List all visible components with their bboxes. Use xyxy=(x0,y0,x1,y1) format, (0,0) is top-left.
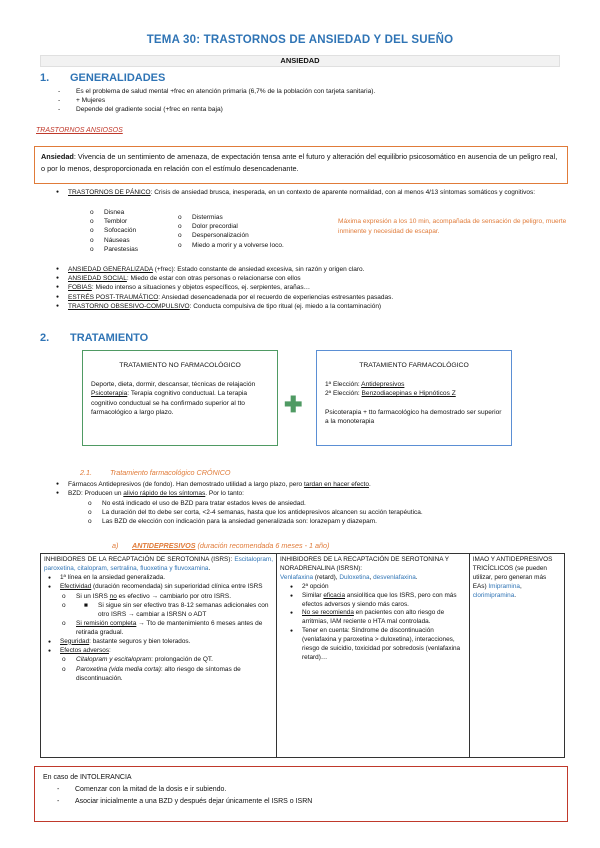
disorder-item xyxy=(52,302,572,311)
cronico-list xyxy=(52,480,572,498)
first-choice-label: 1ª Elección: xyxy=(325,381,362,389)
symptom: o Dolor precordial xyxy=(170,222,320,231)
antidep-label: ANTIDEPRESIVOS xyxy=(132,541,196,550)
symptom: o Disnea xyxy=(82,208,182,217)
intolerance-list xyxy=(43,784,559,808)
text: : xyxy=(109,646,111,654)
disorder-desc: : Ansiedad desencadenada por el recuerdo de experiencias estresantes pasadas. xyxy=(158,293,394,301)
panic-note: Máxima expresión a los 10 min, acompañada de sensación de peligro, muerte inminente y necesidad de escapar. xyxy=(338,218,567,235)
text: en pacientes con alto riesgo de arritmias, IAM reciente o HTA mal controlada. xyxy=(302,609,445,626)
pharma-second-choice xyxy=(325,389,503,398)
text: , xyxy=(369,573,374,581)
disorder-item xyxy=(52,293,572,302)
text: (duración recomendada) sin superioridad clínica entre ISRS xyxy=(91,582,263,590)
isrs-item xyxy=(44,583,273,592)
isrs-head: INHIBIDORES DE LA RECAPTACIÓN DE SEROTONINA (ISRS): Escitalopram, paroxetina, citalopram, sertralina, fluoxetina y fluvoxamina. xyxy=(44,556,274,572)
text: (se pueden utilizar, pero generan más EAs) xyxy=(472,564,547,590)
disorder-name: ANSIEDAD SOCIAL xyxy=(68,275,127,283)
antidep-duration: (duración recomendada 6 meses - 1 año) xyxy=(195,541,330,550)
text: alivio rápido de los síntomas xyxy=(123,490,206,498)
isrsn-item xyxy=(286,592,466,610)
non-pharma-line1: Deporte, dieta, dormir, descansar, técnicas de relajación xyxy=(91,381,256,389)
isrs-sub-item xyxy=(54,619,273,637)
subsection-title: Tratamiento farmacológico CRÓNICO xyxy=(110,468,231,477)
text: . xyxy=(368,481,371,488)
isrs-sublist xyxy=(44,592,273,638)
bzd-item: o Las BZD de elección con indicación para la ansiedad generalizada son: lorazepam y diazepam. xyxy=(80,517,570,526)
square-bullet-icon: o ■ xyxy=(84,601,88,609)
text: (retard), xyxy=(313,573,340,581)
psico-text: : Terapia cognitivo conductual. La terapia cognitivo conductual se ha confirmado superior al tto farmacológico a largo plazo. xyxy=(91,390,248,416)
text: es efectivo → cambiarlo por otro ISRS. xyxy=(116,592,231,600)
symptom: o Miedo a morir y a volverse loco. xyxy=(170,241,320,250)
text: Efectos adversos xyxy=(60,646,110,654)
disorder-item xyxy=(52,283,572,292)
other-disorders xyxy=(52,265,572,311)
non-pharma-title: TRATAMIENTO NO FARMACOLÓGICO xyxy=(119,362,241,369)
pharma-box xyxy=(316,350,512,446)
bzd-sublist xyxy=(80,499,570,527)
symptom: o Náuseas xyxy=(82,236,182,245)
intolerance-item: - Asociar inicialmente a una BZD y después dejar únicamente el ISRS o ISRN xyxy=(57,796,559,808)
antidepressant-table xyxy=(40,553,565,758)
symptom: o Parestesias xyxy=(82,245,182,254)
cronico-item xyxy=(52,489,572,498)
isrsn-item: ● Tener en cuenta: Síndrome de discontinuación (venlafaxina y paroxetina > duloxetina), interacciones, riesgo de suicidio, toxicidad por sobredosis (venlafaxina retard)… xyxy=(286,627,466,663)
disorder-desc: : Conducta compulsiva de tipo ritual (ej. miedo a la contaminación) xyxy=(189,302,382,310)
text: : alto riesgo de síntomas de discontinuación. xyxy=(76,665,241,682)
isrs-item: ● 1ª línea en la ansiedad generalizada. xyxy=(44,574,273,583)
text: : bastante seguros y bien tolerados. xyxy=(89,637,191,645)
isrs-adverse-list xyxy=(44,655,273,683)
text: No se recomienda xyxy=(302,609,354,617)
symptom: o Sofocación xyxy=(82,226,182,235)
text: clorimipramina xyxy=(472,591,515,599)
text: : prolongación de QT. xyxy=(151,656,213,664)
text: . Por lo tanto: xyxy=(205,490,244,498)
text: eficacia xyxy=(323,591,345,599)
antidep-letter: a) xyxy=(112,541,119,550)
text: Si remisión completa xyxy=(76,620,137,628)
panic-desc: : Crisis de ansiedad brusca, inesperada, en un contexto de aparente normalidad, con al menos 4/13 síntomas somáticos y cognitivos: xyxy=(150,189,536,196)
panic-item xyxy=(52,188,572,197)
intolerance-box xyxy=(34,766,568,822)
text: Fármacos Antidepresivos (de fondo). Han demostrado utilidad a largo plazo, pero xyxy=(68,481,304,488)
isrsn-item: ● 2ª opción xyxy=(286,583,466,592)
psico-label: Psicoterapia xyxy=(91,390,128,398)
isrsn-item xyxy=(286,609,466,627)
text: INHIBIDORES DE LA RECAPTACIÓN DE SEROTONINA (ISRS): xyxy=(44,556,233,563)
text: Venlafaxina xyxy=(280,573,314,581)
text: Similar xyxy=(302,591,324,599)
text: Si un ISRS xyxy=(76,592,110,600)
panic-block xyxy=(52,188,572,197)
text: no xyxy=(109,592,117,600)
panic-symptoms-col1 xyxy=(82,208,182,254)
subsection-2-1-heading xyxy=(80,468,231,477)
second-choice-label: 2ª Elección: xyxy=(325,390,362,398)
first-choice-value: Antidepresivos xyxy=(361,381,405,389)
text: . xyxy=(415,573,418,581)
second-choice-value: Benzodiacepinas e Hipnóticos Z xyxy=(361,390,456,398)
disorder-desc: : Miedo intenso a situaciones y objetos específicos, ej. serpientes, arañas… xyxy=(91,284,311,292)
imao-head: IMAO Y ANTIDEPRESIVOS TRICÍCLICOS xyxy=(472,556,553,572)
text: desvenlafaxina xyxy=(373,573,416,581)
bzd-item: o La duración del tto debe ser corta, <2-4 semanas, hasta que los antidepresivos alcancen su acción terapéutica. xyxy=(80,508,570,517)
table-row xyxy=(41,554,565,758)
text: ansiolítica que los ISRS, pero con más efectos adversos y siendo más caros. xyxy=(302,591,457,608)
section-banner: ANSIEDAD xyxy=(40,55,560,67)
section-1-heading xyxy=(40,72,165,84)
text: . xyxy=(514,591,517,599)
cronico-item xyxy=(52,480,572,489)
intolerance-item: - Comenzar con la mitad de la dosis e ir subiendo. xyxy=(57,784,559,796)
adverse-item xyxy=(54,655,273,664)
section-1-number: 1. xyxy=(40,72,50,84)
text: Paroxetina (vida media corta) xyxy=(76,665,161,673)
isrs-sub-sub-item xyxy=(54,601,273,619)
section-2-title: TRATAMIENTO xyxy=(70,332,149,344)
isrs-drugs: Escitalopram, paroxetina, citalopram, sertralina, fluoxetina y fluvoxamina xyxy=(44,556,274,572)
subsection-number: 2.1. xyxy=(80,468,92,477)
non-pharma-box xyxy=(82,350,278,446)
pharma-psico: Psicoterapia + tto farmacológico ha demostrado ser superior a la monoterapia xyxy=(325,408,502,425)
isrs-cell xyxy=(41,554,277,758)
text: , xyxy=(519,582,522,590)
generalidades-list xyxy=(58,87,558,114)
isrs-item xyxy=(44,638,273,647)
symptom: o Despersonalización xyxy=(170,231,320,240)
section-2-number: 2. xyxy=(40,332,50,344)
text: Imipramina xyxy=(488,582,520,590)
symptom: o Distermias xyxy=(170,213,320,222)
antidep-heading xyxy=(112,541,329,550)
panic-name: TRASTORNOS DE PÁNICO xyxy=(68,189,151,196)
list-item: - + Mujeres xyxy=(58,96,558,105)
isrsn-list xyxy=(280,583,466,663)
disorder-item xyxy=(52,265,572,274)
disorder-desc: : Miedo de estar con otras personas o relacionarse con ellos xyxy=(126,275,301,283)
disorder-item xyxy=(52,274,572,283)
intolerance-title: En caso de INTOLERANCIA xyxy=(43,774,132,781)
text: tardan en hacer efecto xyxy=(303,481,369,488)
text: Seguridad xyxy=(60,637,90,645)
isrsn-head: INHIBIDORES DE LA RECAPTACIÓN DE SEROTONINA Y NORADRENALINA (ISRSN): xyxy=(280,556,449,572)
disorder-name: TRASTORNO OBSESIVO-COMPULSIVO xyxy=(68,302,190,310)
disorder-name: ANSIEDAD GENERALIZADA xyxy=(68,266,153,273)
section-1-title: GENERALIDADES xyxy=(70,72,166,84)
isrs-sub-item xyxy=(54,592,273,601)
pharma-first-choice xyxy=(325,380,503,389)
definition-text: : Vivencia de un sentimiento de amenaza, de expectación tensa ante el futuro y alteración del equilibrio psicosomático en ausencia de un peligro real, o por lo menos, desproporcionada en relación con el estímulo desencadenante. xyxy=(41,152,558,173)
definition-lead: Ansiedad xyxy=(41,152,74,161)
pharma-title: TRATAMIENTO FARMACOLÓGICO xyxy=(359,362,469,369)
text: BZD: Producen un xyxy=(68,490,124,498)
isrsn-drugs xyxy=(280,574,466,583)
text: Citalopram y escitalopram xyxy=(76,656,152,664)
plus-icon: ✚ xyxy=(284,392,303,417)
imao-cell xyxy=(469,554,564,758)
adverse-item xyxy=(54,665,273,683)
bzd-item: o No está indicado el uso de BZD para tratar estados leves de ansiedad. xyxy=(80,499,570,508)
section-2-heading xyxy=(40,332,148,344)
text: Si sigue sin ser efectivo tras 8-12 semanas adicionales con otro ISRS → cambiar a ISRSN o ADT xyxy=(98,601,269,619)
isrs-item xyxy=(44,647,273,656)
list-item: - Es el problema de salud mental +frec en atención primaria (6,7% de la población con tarjeta sanitaria). xyxy=(58,87,558,96)
disorder-desc: (+frec): Estado constante de ansiedad excesiva, sin razón y origen claro. xyxy=(152,266,365,273)
disorder-name: ESTRÉS POST-TRAUMÁTICO xyxy=(68,293,159,301)
text: Duloxetina xyxy=(339,573,370,581)
text: Efectividad xyxy=(60,582,92,590)
list-item: - Depende del gradiente social (+frec en renta baja) xyxy=(58,105,558,114)
isrsn-cell xyxy=(277,554,470,758)
panic-symptoms-col2 xyxy=(170,213,320,250)
text: → Tto de mantenimiento 6 meses antes de retirada gradual. xyxy=(76,620,263,637)
definition-box xyxy=(34,146,568,184)
symptom: o Temblor xyxy=(82,217,182,226)
non-pharma-psico xyxy=(91,389,269,417)
trastornos-label: TRASTORNOS ANSIOSOS xyxy=(36,127,123,134)
disorder-name: FOBIAS xyxy=(68,284,92,292)
page-title: TEMA 30: TRASTORNOS DE ANSIEDAD Y DEL SUEÑO xyxy=(146,34,454,46)
